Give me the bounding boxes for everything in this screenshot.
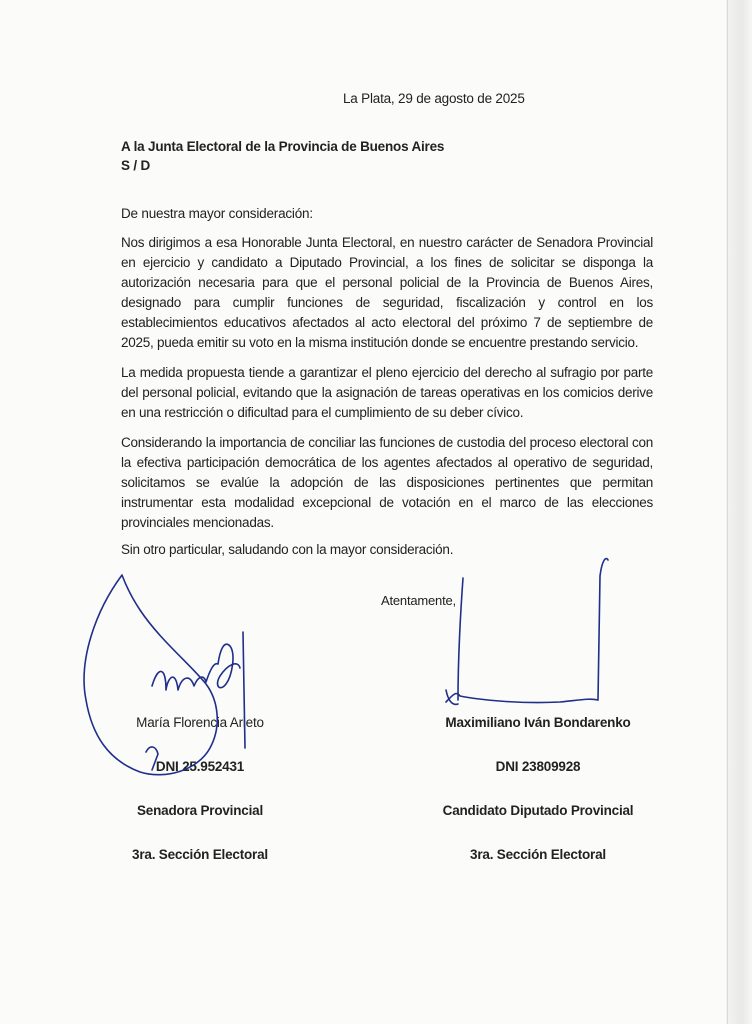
- body-paragraph: Nos dirigimos a esa Honorable Junta Electoral, en nuestro carácter de Senadora Provincial en ejercicio y candidato a Diputado Provincial, a los fines de solicitar se disponga la autorización necesaria para que el personal policial de la Provincia de Buenos Aires, designado para cumplir funciones de seguridad, fiscalización y control en los establecimientos educativos afectados al acto electoral del próximo 7 de septiembre de 2025, pueda emitir su voto en la misma institución donde se encuentre prestando servicio.: [121, 235, 653, 350]
- signature-right-stroke: [446, 559, 608, 703]
- greeting: De nuestra mayor consideración:: [121, 206, 313, 221]
- addressee-line: A la Junta Electoral de la Provincia de Buenos Aires: [121, 139, 445, 154]
- signatory-block-right: [428, 713, 648, 865]
- signature-left-scribble: [152, 644, 240, 690]
- addressee-block: [121, 137, 444, 175]
- signatory-name: María Florencia Arieto: [136, 715, 264, 730]
- signatory-name: Maximiliano Iván Bondarenko: [445, 715, 631, 730]
- signatory-block-left: [110, 713, 290, 865]
- closing-text: Atentamente,: [381, 593, 456, 608]
- page-edge-line: [727, 0, 728, 1024]
- signatory-section: 3ra. Sección Electoral: [470, 847, 606, 862]
- body-paragraph: Considerando la importancia de conciliar las funciones de custodia del proceso electoral con la efectiva participación democrática de los agentes afectados al operativo de seguridad, solicitamos se evalúe la adopción de las disposiciones pertinentes que permitan instrumentar esta modalidad excepcional de votación en el marco de las elecciones provinciales mencionadas.: [121, 435, 653, 530]
- letter-date: La Plata, 29 de agosto de 2025: [343, 91, 525, 106]
- body-paragraph: Sin otro particular, saludando con la mayor consideración.: [121, 542, 454, 557]
- signatory-role: Candidato Diputado Provincial: [442, 803, 634, 818]
- signatory-dni: DNI 23809928: [495, 759, 581, 774]
- signatory-role: Senadora Provincial: [137, 803, 263, 818]
- body-paragraph: La medida propuesta tiende a garantizar el pleno ejercicio del derecho al sufragio por parte del personal policial, evitando que la asignación de tareas operativas en los comicios derive en una restricción o dificultad para el cumplimiento de su deber cívico.: [121, 365, 653, 420]
- signatory-dni: DNI 25.952431: [155, 759, 245, 774]
- signatory-section: 3ra. Sección Electoral: [132, 847, 268, 862]
- page-edge-shadow: [726, 0, 752, 1024]
- signature-right-hook: [446, 690, 458, 704]
- addressee-sd: S / D: [121, 158, 151, 173]
